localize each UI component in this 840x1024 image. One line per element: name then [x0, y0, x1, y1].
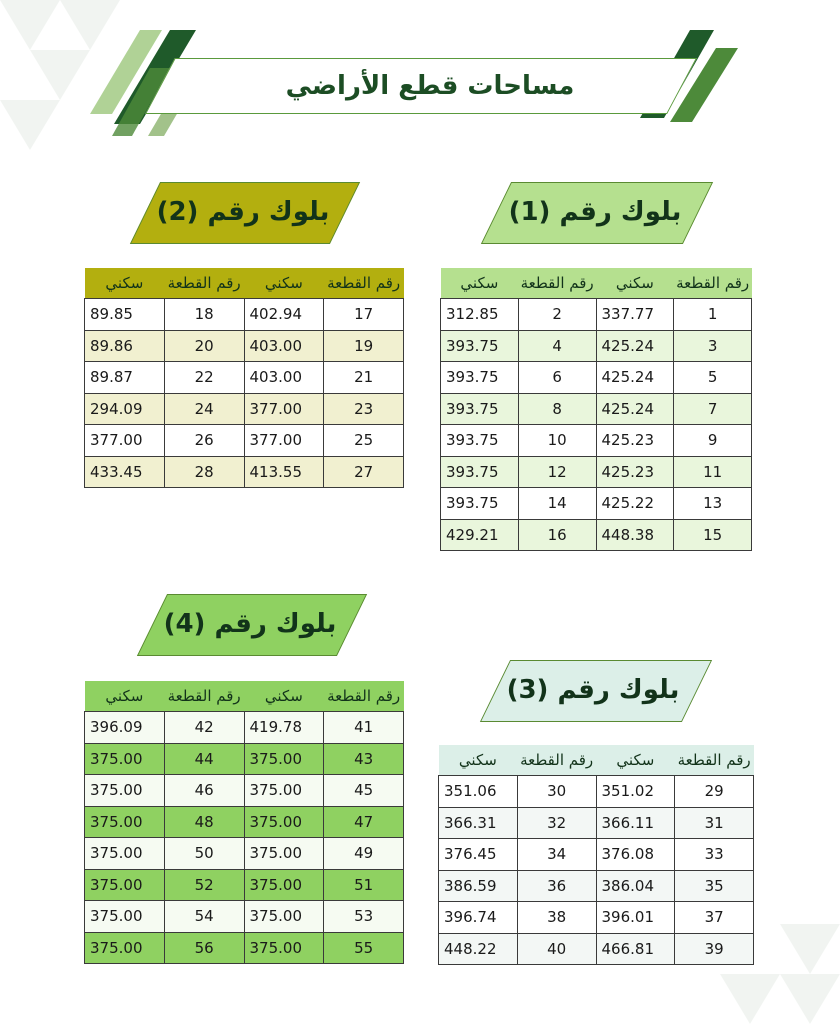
plot-number-cell: 14	[518, 488, 596, 520]
title-banner	[80, 28, 760, 138]
area-cell: 375.00	[244, 932, 324, 964]
plot-number-cell: 13	[674, 488, 752, 520]
area-cell: 377.00	[85, 425, 165, 457]
area-cell: 386.04	[596, 870, 675, 902]
table-row	[439, 776, 754, 808]
plot-number-cell: 49	[324, 838, 404, 870]
plot-number-cell: 15	[674, 519, 752, 551]
plot-number-cell: 38	[517, 902, 596, 934]
area-cell: 375.00	[85, 869, 165, 901]
table-row	[441, 425, 752, 457]
area-cell: 393.75	[441, 456, 519, 488]
table-header-row	[441, 268, 752, 299]
plot-number-cell: 39	[675, 933, 754, 965]
area-cell: 425.24	[596, 393, 674, 425]
plot-number-cell: 52	[164, 869, 244, 901]
plot-no-header: رقم القطعة	[674, 268, 752, 299]
plot-number-cell: 30	[517, 776, 596, 808]
plot-number-cell: 36	[517, 870, 596, 902]
area-cell: 375.00	[85, 932, 165, 964]
table-row	[441, 519, 752, 551]
area-cell: 312.85	[441, 299, 519, 331]
plot-number-cell: 42	[164, 712, 244, 744]
plot-number-cell: 21	[324, 362, 404, 394]
area-cell: 375.00	[85, 901, 165, 933]
block2-table	[84, 268, 404, 488]
plot-number-cell: 23	[324, 393, 404, 425]
area-cell: 375.00	[85, 806, 165, 838]
area-cell: 351.02	[596, 776, 675, 808]
plot-number-cell: 29	[675, 776, 754, 808]
block1-table	[440, 268, 752, 551]
plot-number-cell: 17	[324, 299, 404, 331]
table-row	[85, 806, 404, 838]
plot-number-cell: 10	[518, 425, 596, 457]
plot-number-cell: 34	[517, 839, 596, 871]
table-row	[85, 932, 404, 964]
plot-number-cell: 24	[164, 393, 244, 425]
table-row	[85, 425, 404, 457]
area-cell: 375.00	[244, 869, 324, 901]
table-row	[441, 456, 752, 488]
table-row	[85, 901, 404, 933]
area-cell: 425.22	[596, 488, 674, 520]
area-cell: 376.45	[439, 839, 518, 871]
table-row	[441, 299, 752, 331]
area-cell: 425.23	[596, 425, 674, 457]
block2-title: بلوك رقم (2)	[156, 197, 330, 227]
plot-number-cell: 1	[674, 299, 752, 331]
plot-number-cell: 9	[674, 425, 752, 457]
plot-number-cell: 3	[674, 330, 752, 362]
block3-table	[438, 745, 754, 965]
plot-number-cell: 7	[674, 393, 752, 425]
area-cell: 413.55	[244, 456, 324, 488]
area-cell: 396.01	[596, 902, 675, 934]
table-row	[439, 839, 754, 871]
plot-number-cell: 22	[164, 362, 244, 394]
plot-number-cell: 20	[164, 330, 244, 362]
table-row	[85, 869, 404, 901]
plot-number-cell: 40	[517, 933, 596, 965]
plot-number-cell: 55	[324, 932, 404, 964]
block4-table	[84, 681, 404, 964]
table-row	[85, 456, 404, 488]
area-cell: 393.75	[441, 330, 519, 362]
residential-header: سكني	[244, 268, 324, 299]
plot-number-cell: 32	[517, 807, 596, 839]
table-row	[85, 712, 404, 744]
table-row	[441, 393, 752, 425]
area-cell: 375.00	[244, 743, 324, 775]
plot-number-cell: 37	[675, 902, 754, 934]
area-cell: 375.00	[85, 775, 165, 807]
residential-header: سكني	[85, 681, 165, 712]
residential-header: سكني	[441, 268, 519, 299]
area-cell: 377.00	[244, 425, 324, 457]
plot-number-cell: 56	[164, 932, 244, 964]
block1-title: بلوك رقم (1)	[508, 197, 682, 227]
area-cell: 351.06	[439, 776, 518, 808]
plot-no-header: رقم القطعة	[517, 745, 596, 776]
plot-no-header: رقم القطعة	[324, 681, 404, 712]
area-cell: 419.78	[244, 712, 324, 744]
table-header-row	[85, 268, 404, 299]
area-cell: 425.24	[596, 330, 674, 362]
residential-header: سكني	[244, 681, 324, 712]
area-cell: 393.75	[441, 425, 519, 457]
area-cell: 89.86	[85, 330, 165, 362]
residential-header: سكني	[596, 268, 674, 299]
area-cell: 375.00	[244, 838, 324, 870]
table-row	[439, 870, 754, 902]
plot-number-cell: 12	[518, 456, 596, 488]
plot-number-cell: 25	[324, 425, 404, 457]
area-cell: 386.59	[439, 870, 518, 902]
table-row	[85, 838, 404, 870]
area-cell: 375.00	[85, 743, 165, 775]
table-row	[85, 775, 404, 807]
plot-number-cell: 5	[674, 362, 752, 394]
plot-no-header: رقم القطعة	[324, 268, 404, 299]
plot-no-header: رقم القطعة	[164, 268, 244, 299]
residential-header: سكني	[85, 268, 165, 299]
area-cell: 89.87	[85, 362, 165, 394]
table-row	[85, 393, 404, 425]
plot-number-cell: 33	[675, 839, 754, 871]
table-row	[439, 933, 754, 965]
area-cell: 433.45	[85, 456, 165, 488]
block3-title: بلوك رقم (3)	[506, 675, 680, 705]
area-cell: 377.00	[244, 393, 324, 425]
plot-number-cell: 47	[324, 806, 404, 838]
table-row	[85, 362, 404, 394]
plot-number-cell: 11	[674, 456, 752, 488]
area-cell: 425.24	[596, 362, 674, 394]
table-row	[441, 362, 752, 394]
area-cell: 402.94	[244, 299, 324, 331]
plot-number-cell: 51	[324, 869, 404, 901]
area-cell: 403.00	[244, 362, 324, 394]
plot-number-cell: 8	[518, 393, 596, 425]
page-title: مساحات قطع الأراضي	[285, 71, 575, 101]
area-cell: 294.09	[85, 393, 165, 425]
plot-number-cell: 28	[164, 456, 244, 488]
plot-number-cell: 16	[518, 519, 596, 551]
area-cell: 393.75	[441, 393, 519, 425]
area-cell: 425.23	[596, 456, 674, 488]
plot-number-cell: 4	[518, 330, 596, 362]
plot-number-cell: 6	[518, 362, 596, 394]
plot-number-cell: 45	[324, 775, 404, 807]
area-cell: 448.22	[439, 933, 518, 965]
plot-number-cell: 43	[324, 743, 404, 775]
plot-number-cell: 54	[164, 901, 244, 933]
residential-header: سكني	[439, 745, 518, 776]
area-cell: 337.77	[596, 299, 674, 331]
table-row	[441, 488, 752, 520]
area-cell: 376.08	[596, 839, 675, 871]
residential-header: سكني	[596, 745, 675, 776]
plot-no-header: رقم القطعة	[518, 268, 596, 299]
area-cell: 375.00	[85, 838, 165, 870]
table-header-row	[439, 745, 754, 776]
area-cell: 89.85	[85, 299, 165, 331]
area-cell: 375.00	[244, 901, 324, 933]
plot-number-cell: 35	[675, 870, 754, 902]
plot-number-cell: 27	[324, 456, 404, 488]
area-cell: 393.75	[441, 362, 519, 394]
table-header-row	[85, 681, 404, 712]
block4-title: بلوك رقم (4)	[163, 609, 337, 639]
plot-number-cell: 48	[164, 806, 244, 838]
table-row	[85, 743, 404, 775]
plot-number-cell: 18	[164, 299, 244, 331]
table-row	[85, 330, 404, 362]
table-row	[439, 807, 754, 839]
area-cell: 429.21	[441, 519, 519, 551]
plot-number-cell: 19	[324, 330, 404, 362]
table-row	[441, 330, 752, 362]
area-cell: 448.38	[596, 519, 674, 551]
area-cell: 375.00	[244, 775, 324, 807]
area-cell: 396.09	[85, 712, 165, 744]
area-cell: 466.81	[596, 933, 675, 965]
table-row	[439, 902, 754, 934]
area-cell: 366.11	[596, 807, 675, 839]
area-cell: 403.00	[244, 330, 324, 362]
area-cell: 375.00	[244, 806, 324, 838]
plot-no-header: رقم القطعة	[164, 681, 244, 712]
plot-number-cell: 50	[164, 838, 244, 870]
area-cell: 396.74	[439, 902, 518, 934]
area-cell: 366.31	[439, 807, 518, 839]
plot-number-cell: 41	[324, 712, 404, 744]
plot-number-cell: 26	[164, 425, 244, 457]
area-cell: 393.75	[441, 488, 519, 520]
plot-number-cell: 46	[164, 775, 244, 807]
plot-no-header: رقم القطعة	[675, 745, 754, 776]
plot-number-cell: 2	[518, 299, 596, 331]
table-row	[85, 299, 404, 331]
plot-number-cell: 31	[675, 807, 754, 839]
plot-number-cell: 53	[324, 901, 404, 933]
plot-number-cell: 44	[164, 743, 244, 775]
